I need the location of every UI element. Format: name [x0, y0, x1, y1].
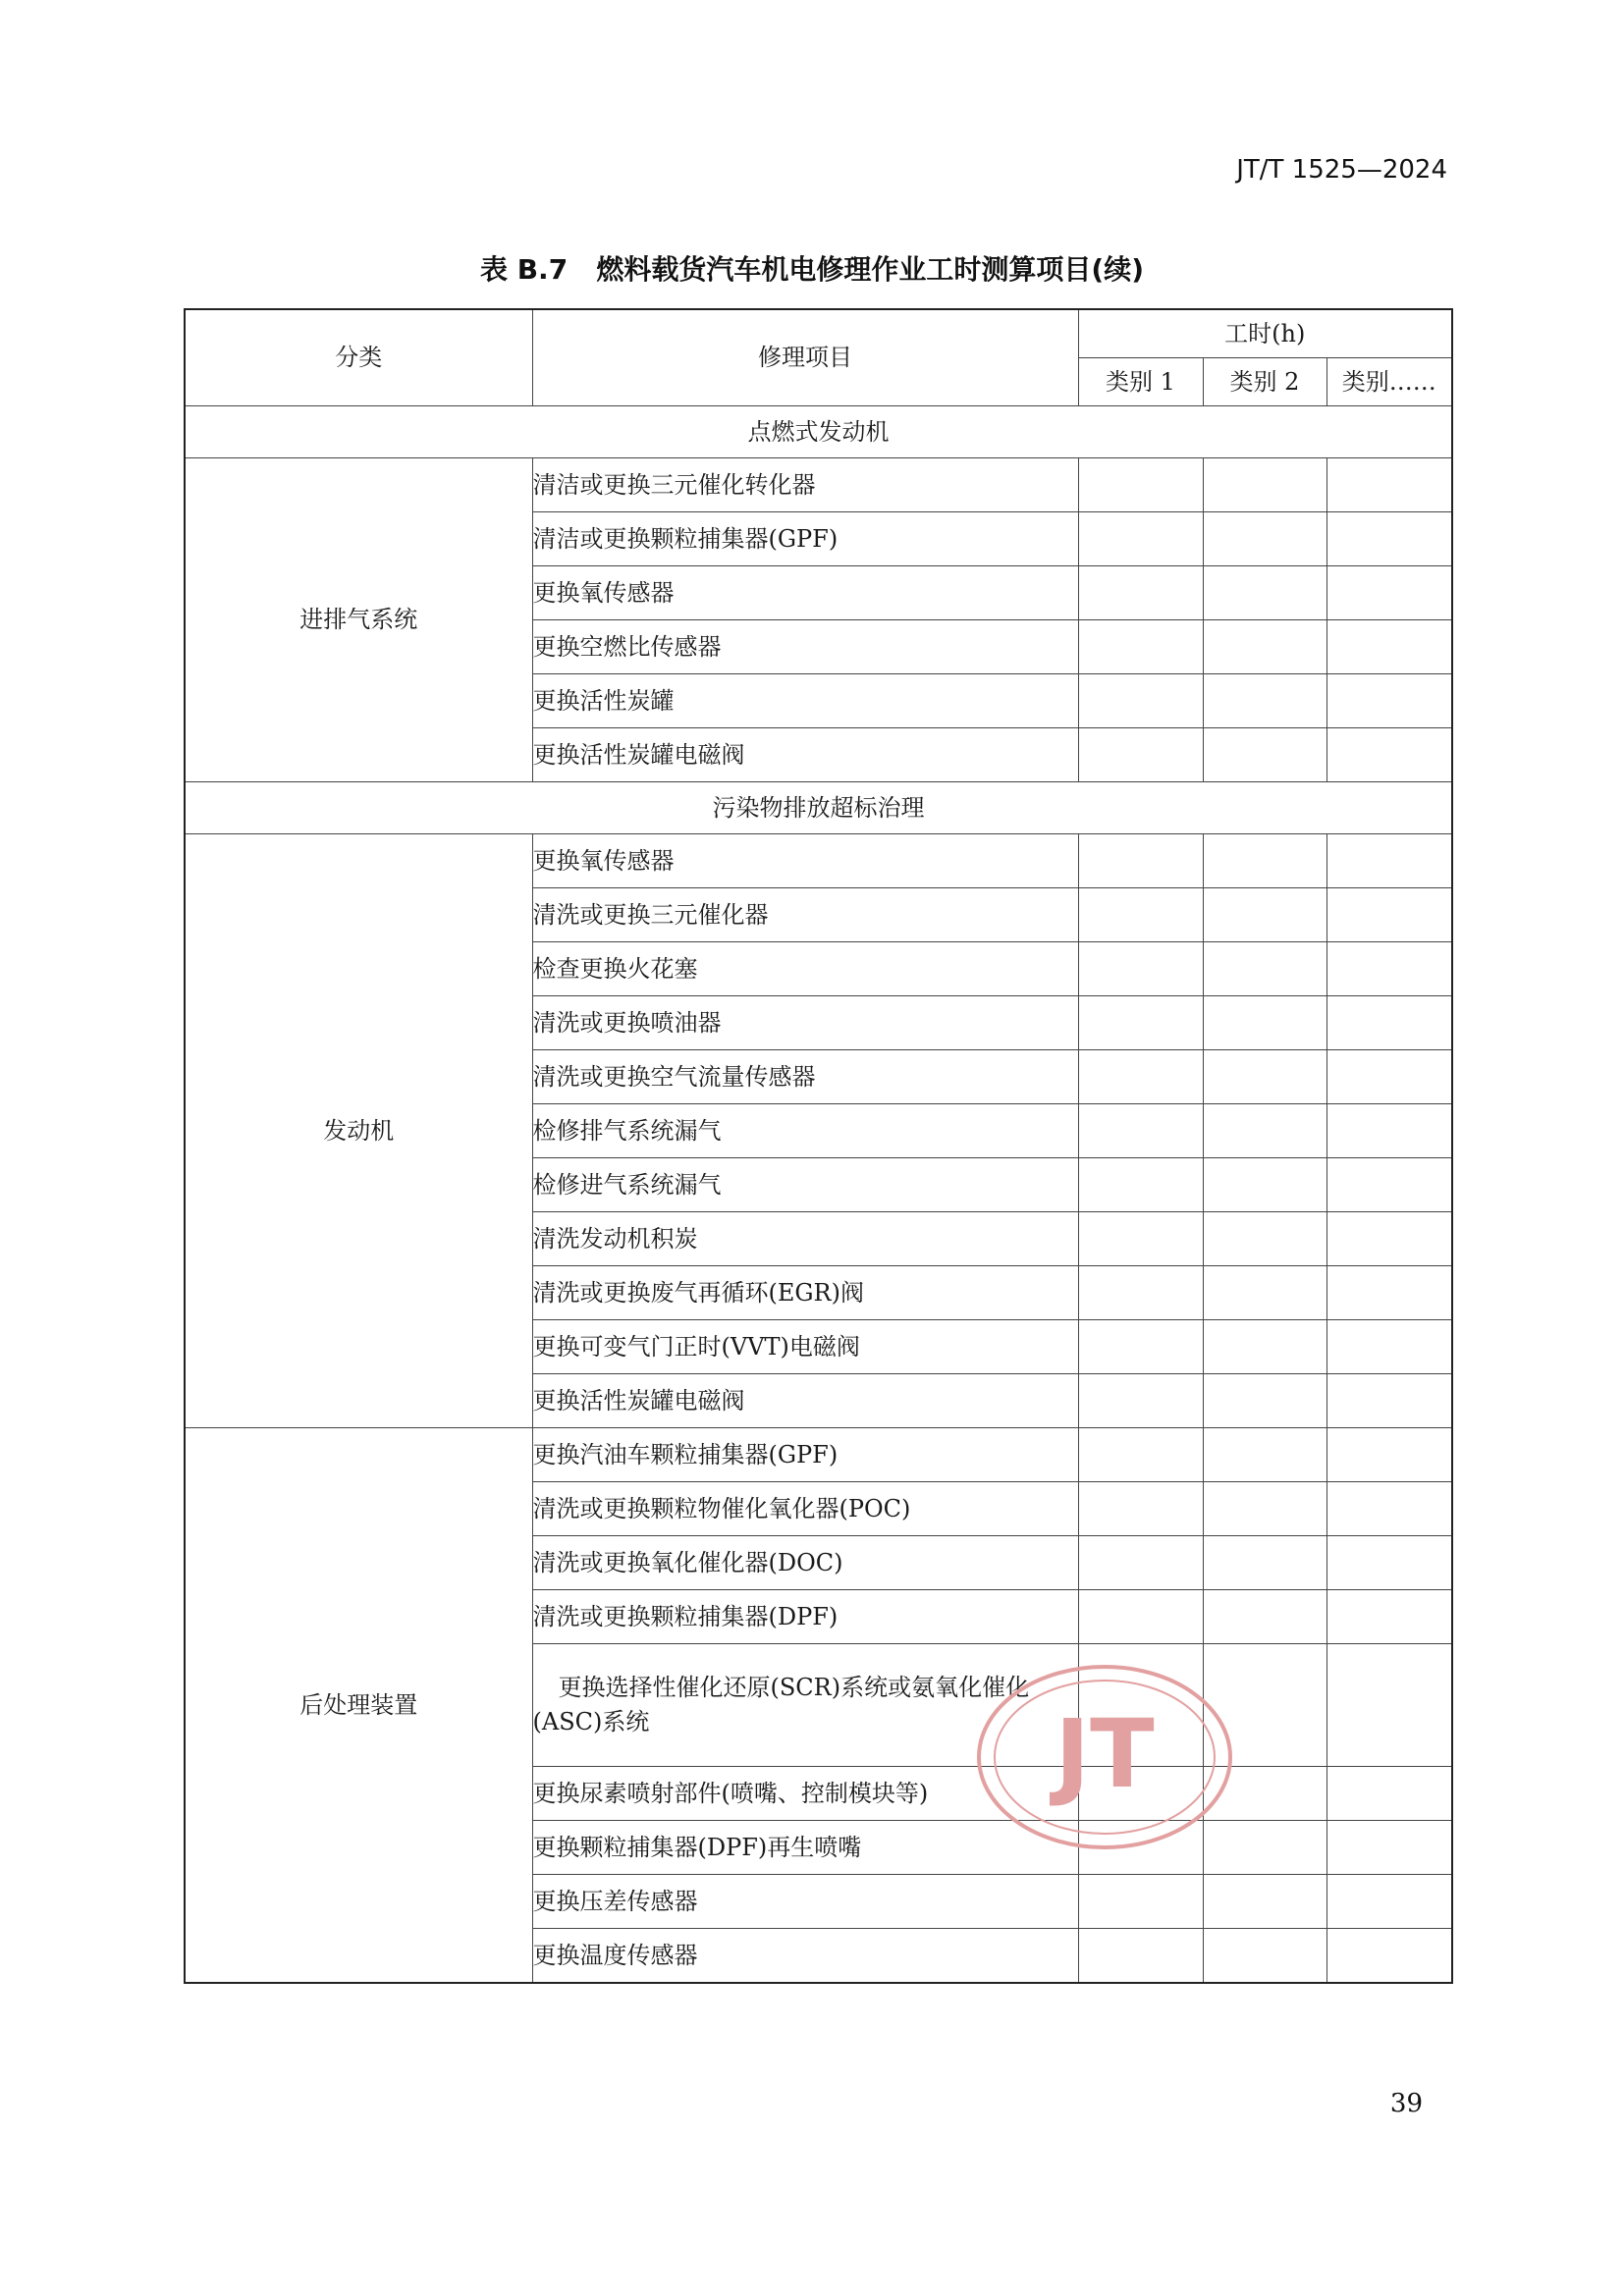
hours-cell [1078, 620, 1203, 674]
hours-cell [1203, 566, 1326, 620]
hours-cell [1326, 728, 1452, 782]
header-type-1: 类别 1 [1078, 358, 1203, 406]
hours-cell [1203, 1536, 1326, 1590]
hours-cell [1203, 1875, 1326, 1929]
item-cell: 更换温度传感器 [532, 1929, 1078, 1984]
hours-cell [1326, 674, 1452, 728]
hours-cell [1203, 1158, 1326, 1212]
hours-cell [1078, 1104, 1203, 1158]
item-cell: 更换活性炭罐电磁阀 [532, 728, 1078, 782]
hours-cell [1078, 1929, 1203, 1984]
hours-cell [1326, 1320, 1452, 1374]
category-intake-exhaust: 进排气系统 [185, 458, 532, 782]
category-aftertreatment: 后处理装置 [185, 1428, 532, 1984]
item-cell: 清洗发动机积炭 [532, 1212, 1078, 1266]
item-cell: 清洗或更换废气再循环(EGR)阀 [532, 1266, 1078, 1320]
header-category: 分类 [185, 309, 532, 406]
hours-cell [1078, 512, 1203, 566]
hours-cell [1326, 458, 1452, 512]
seal-text: JT [1055, 1699, 1155, 1809]
item-cell: 清洗或更换氧化催化器(DOC) [532, 1536, 1078, 1590]
hours-cell [1326, 512, 1452, 566]
hours-cell [1203, 512, 1326, 566]
hours-cell [1326, 942, 1452, 996]
item-cell: 检修进气系统漏气 [532, 1158, 1078, 1212]
hours-cell [1078, 1212, 1203, 1266]
hours-cell [1203, 888, 1326, 942]
table-row [185, 1428, 1452, 1482]
table-title: 表 B.7 燃料载货汽车机电修理作业工时测算项目(续) [479, 253, 1145, 286]
hours-cell [1078, 1266, 1203, 1320]
item-cell: 清洁或更换三元催化转化器 [532, 458, 1078, 512]
hours-cell [1078, 1590, 1203, 1644]
hours-cell [1203, 1428, 1326, 1482]
item-cell: 更换选择性催化还原(SCR)系统或氨氧化催化(ASC)系统 [532, 1644, 1078, 1767]
hours-cell [1326, 1767, 1452, 1821]
hours-cell [1078, 458, 1203, 512]
hours-cell [1203, 728, 1326, 782]
hours-cell [1326, 888, 1452, 942]
section-pollutant-treatment: 污染物排放超标治理 [185, 782, 1452, 834]
hours-cell [1326, 620, 1452, 674]
hours-cell [1326, 1875, 1452, 1929]
hours-cell [1203, 1320, 1326, 1374]
hours-cell [1078, 1875, 1203, 1929]
hours-cell [1203, 996, 1326, 1050]
item-cell: 检查更换火花塞 [532, 942, 1078, 996]
hours-cell [1078, 566, 1203, 620]
hours-cell [1203, 1482, 1326, 1536]
hours-cell [1078, 834, 1203, 888]
hours-cell [1326, 1050, 1452, 1104]
hours-cell [1078, 1158, 1203, 1212]
jt-seal-watermark [972, 1659, 1237, 1855]
category-engine: 发动机 [185, 834, 532, 1428]
hours-cell [1326, 1644, 1452, 1767]
section-row [185, 406, 1452, 458]
hours-cell [1326, 1212, 1452, 1266]
hours-cell [1078, 1050, 1203, 1104]
item-cell: 更换可变气门正时(VVT)电磁阀 [532, 1320, 1078, 1374]
item-cell: 清洗或更换颗粒捕集器(DPF) [532, 1590, 1078, 1644]
section-row [185, 782, 1452, 834]
item-cell: 更换压差传感器 [532, 1875, 1078, 1929]
item-cell: 更换空燃比传感器 [532, 620, 1078, 674]
hours-cell [1203, 1266, 1326, 1320]
hours-cell [1326, 1428, 1452, 1482]
hours-cell [1078, 674, 1203, 728]
hours-cell [1203, 1590, 1326, 1644]
header-item: 修理项目 [532, 309, 1078, 406]
hours-cell [1326, 1158, 1452, 1212]
section-spark-ignition: 点燃式发动机 [185, 406, 1452, 458]
item-cell: 更换活性炭罐 [532, 674, 1078, 728]
hours-cell [1078, 888, 1203, 942]
hours-cell [1326, 1266, 1452, 1320]
hours-cell [1203, 1212, 1326, 1266]
work-hours-table [184, 308, 1453, 1984]
document-code: JT/T 1525—2024 [1236, 155, 1447, 185]
hours-cell [1203, 1929, 1326, 1984]
item-cell: 清洗或更换空气流量传感器 [532, 1050, 1078, 1104]
hours-cell [1326, 996, 1452, 1050]
item-cell: 清洗或更换喷油器 [532, 996, 1078, 1050]
hours-cell [1326, 566, 1452, 620]
hours-cell [1078, 1482, 1203, 1536]
hours-cell [1078, 996, 1203, 1050]
hours-cell [1326, 1536, 1452, 1590]
hours-cell [1203, 834, 1326, 888]
hours-cell [1203, 674, 1326, 728]
hours-cell [1078, 1374, 1203, 1428]
hours-cell [1203, 942, 1326, 996]
item-cell: 更换氧传感器 [532, 566, 1078, 620]
item-cell: 清洗或更换颗粒物催化氧化器(POC) [532, 1482, 1078, 1536]
hours-cell [1203, 458, 1326, 512]
item-cell: 更换活性炭罐电磁阀 [532, 1374, 1078, 1428]
page-number: 39 [1389, 2089, 1423, 2118]
item-cell: 清洁或更换颗粒捕集器(GPF) [532, 512, 1078, 566]
item-cell: 更换尿素喷射部件(喷嘴、控制模块等) [532, 1767, 1078, 1821]
hours-cell [1326, 1482, 1452, 1536]
header-row [185, 309, 1452, 358]
table-row [185, 458, 1452, 512]
hours-cell [1326, 834, 1452, 888]
table-row [185, 834, 1452, 888]
hours-cell [1078, 942, 1203, 996]
header-hours: 工时(h) [1078, 309, 1452, 358]
item-cell: 更换颗粒捕集器(DPF)再生喷嘴 [532, 1821, 1078, 1875]
hours-cell [1326, 1374, 1452, 1428]
item-cell: 更换汽油车颗粒捕集器(GPF) [532, 1428, 1078, 1482]
item-cell: 更换氧传感器 [532, 834, 1078, 888]
hours-cell [1203, 1104, 1326, 1158]
hours-cell [1203, 620, 1326, 674]
hours-cell [1326, 1929, 1452, 1984]
header-type-more: 类别…… [1326, 358, 1452, 406]
hours-cell [1326, 1821, 1452, 1875]
hours-cell [1078, 1428, 1203, 1482]
header-type-2: 类别 2 [1203, 358, 1326, 406]
hours-cell [1078, 728, 1203, 782]
hours-cell [1078, 1536, 1203, 1590]
hours-cell [1326, 1590, 1452, 1644]
item-cell: 检修排气系统漏气 [532, 1104, 1078, 1158]
hours-cell [1203, 1050, 1326, 1104]
item-cell: 清洗或更换三元催化器 [532, 888, 1078, 942]
hours-cell [1326, 1104, 1452, 1158]
hours-cell [1203, 1374, 1326, 1428]
hours-cell [1078, 1320, 1203, 1374]
